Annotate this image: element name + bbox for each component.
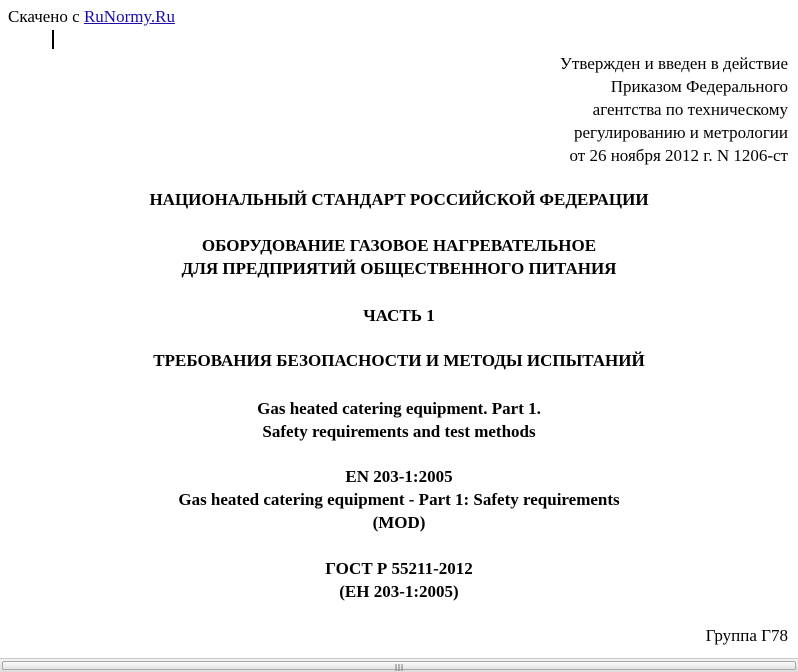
gost-equivalent: (ЕН 203-1:2005) <box>339 582 459 601</box>
english-title-line: Gas heated catering equipment. Part 1. <box>257 399 541 418</box>
approval-line: от 26 ноября 2012 г. N 1206-ст <box>569 146 788 165</box>
approval-line: Приказом Федерального <box>610 77 788 96</box>
source-link[interactable]: RuNormy.Ru <box>83 7 175 26</box>
russian-title-line: ДЛЯ ПРЕДПРИЯТИЙ ОБЩЕСТВЕННОГО ПИТАНИЯ <box>181 259 617 278</box>
approval-line: регулированию и метрологии <box>573 123 788 142</box>
source-prefix: Скачено с <box>8 7 84 26</box>
grip-icon <box>396 664 403 671</box>
en-title: Gas heated catering equipment - Part 1: Safety requirements <box>178 490 620 509</box>
source-line <box>8 7 175 27</box>
text-cursor <box>52 30 54 49</box>
russian-subtitle-line: ТРЕБОВАНИЯ БЕЗОПАСНОСТИ И МЕТОДЫ ИСПЫТАНИЙ <box>153 351 645 370</box>
english-title-line: Safety requirements and test methods <box>262 422 536 441</box>
scrollbar-thumb[interactable] <box>2 661 796 670</box>
russian-title-line: ОБОРУДОВАНИЕ ГАЗОВОЕ НАГРЕВАТЕЛЬНОЕ <box>201 236 597 255</box>
approval-block <box>560 52 788 167</box>
classification-group: Группа Г78 <box>705 626 788 645</box>
approval-line: агентства по техническому <box>592 100 788 119</box>
standard-type-heading <box>0 188 798 211</box>
part-label: ЧАСТЬ 1 <box>363 306 435 325</box>
gost-code: ГОСТ Р 55211-2012 <box>325 559 473 578</box>
en-mod: (MOD) <box>372 513 426 532</box>
gost-designation <box>0 557 798 603</box>
en-code: EN 203-1:2005 <box>345 467 453 486</box>
russian-title <box>0 234 798 280</box>
english-title <box>0 397 798 443</box>
part-heading <box>0 304 798 327</box>
standard-type: НАЦИОНАЛЬНЫЙ СТАНДАРТ РОССИЙСКОЙ ФЕДЕРАЦИИ <box>149 190 649 209</box>
horizontal-scrollbar[interactable] <box>0 658 798 672</box>
en-reference <box>0 465 798 534</box>
russian-subtitle <box>0 349 798 372</box>
approval-line: Утвержден и введен в действие <box>559 54 788 73</box>
